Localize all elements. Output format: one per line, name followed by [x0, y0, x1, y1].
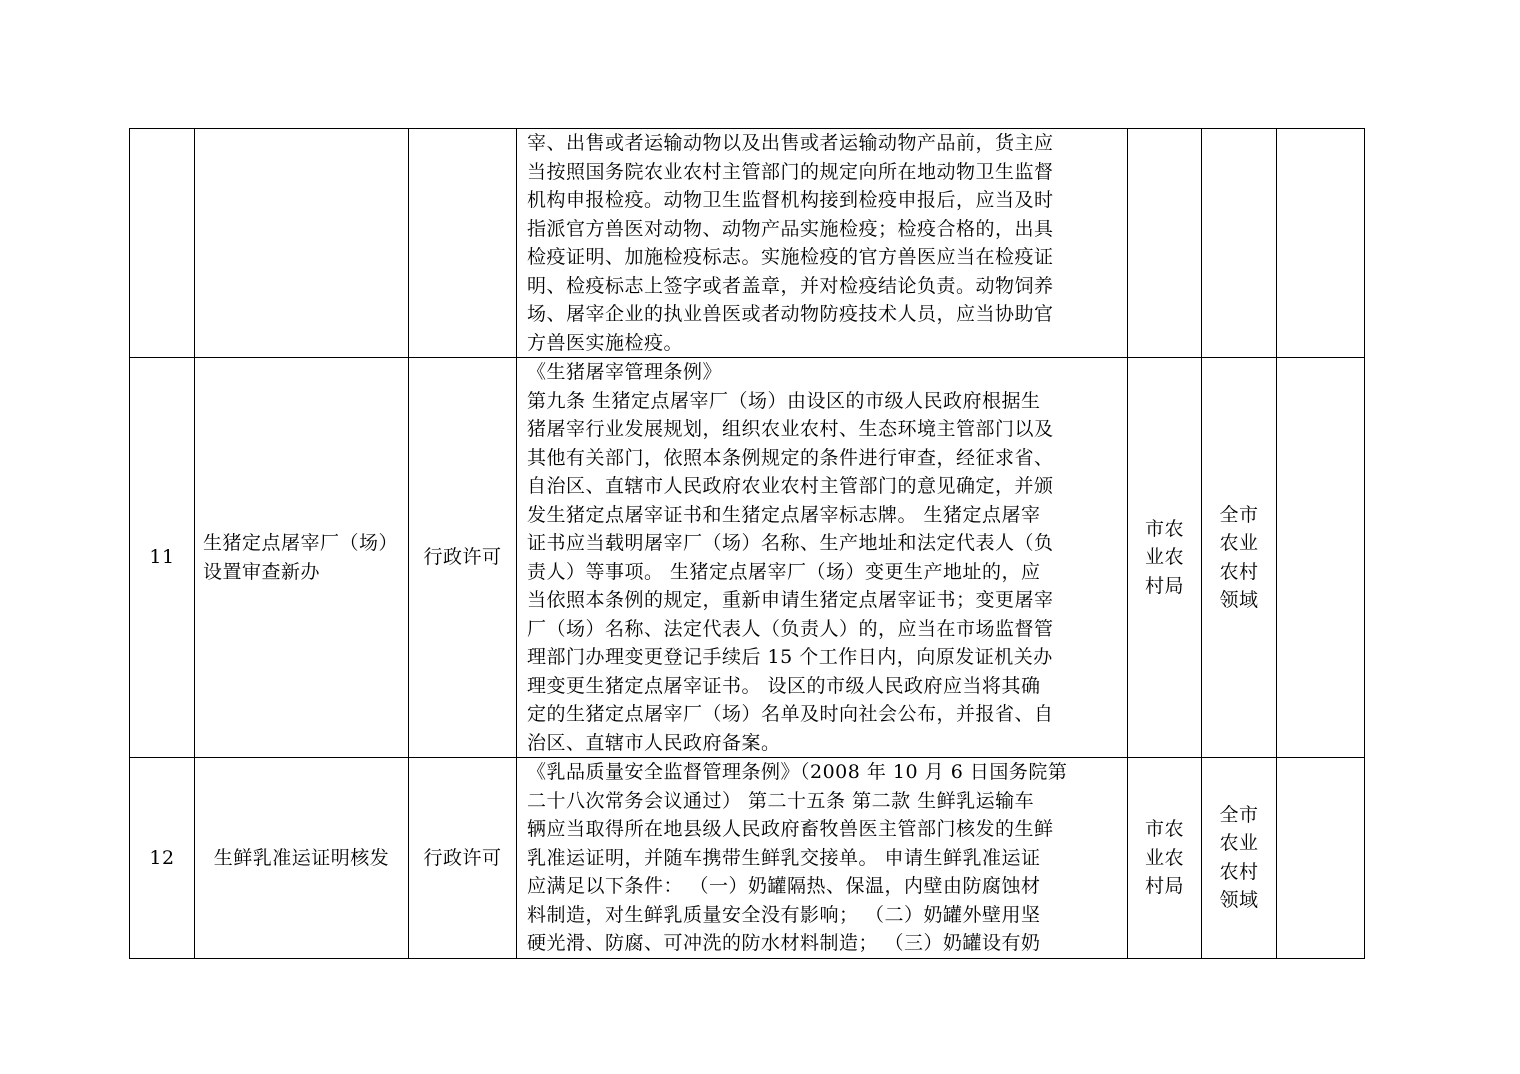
legal-basis-line: 乳准运证明，并随车携带生鲜乳交接单。 申请生鲜乳准运证	[527, 846, 1041, 869]
legal-basis-line: 自治区、直辖市人民政府农业农村主管部门的意见确定，并颁	[527, 475, 1054, 497]
legal-basis-line: 证书应当载明屠宰厂（场）名称、生产地址和法定代表人（负	[527, 532, 1054, 554]
department-cell: 市农业农村局	[1128, 758, 1202, 959]
remark-cell	[1277, 758, 1365, 959]
legal-basis-line: 硬光滑、防腐、可冲洗的防水材料制造； （三）奶罐设有奶	[527, 932, 1041, 954]
legal-basis-line: 《乳品质量安全监督管理条例》（2008 年 10 月 6 日国务院第	[527, 761, 1068, 783]
items-table	[129, 128, 1365, 959]
legal-basis-line: 明、检疫标志上签字或者盖章，并对检疫结论负责。动物饲养	[527, 274, 1054, 297]
item-name-cell: 生鲜乳准运证明核发	[195, 758, 409, 959]
scope-cell: 全市农业农村领域	[1202, 758, 1277, 959]
legal-basis-line: 料制造，对生鲜乳质量安全没有影响； （二）奶罐外壁用坚	[527, 903, 1041, 926]
item-name-cell: 生猪定点屠宰厂（场）设置审查新办	[195, 358, 409, 758]
legal-basis-line: 机构申报检疫。动物卫生监督机构接到检疫申报后，应当及时	[527, 189, 1054, 211]
scope-cell: 全市农业农村领域	[1202, 358, 1277, 758]
legal-basis-line: 其他有关部门，依照本条例规定的条件进行审查，经征求省、	[527, 446, 1054, 469]
legal-basis-line: 宰、出售或者运输动物以及出售或者运输动物产品前，货主应	[527, 132, 1054, 154]
department-cell	[1128, 129, 1202, 358]
table-row	[130, 129, 1365, 358]
remark-cell	[1277, 358, 1365, 758]
legal-basis-line: 场、屠宰企业的执业兽医或者动物防疫技术人员，应当协助官	[527, 303, 1054, 325]
legal-basis-line: 方兽医实施检疫。	[527, 331, 684, 354]
legal-basis-line: 应满足以下条件： （一）奶罐隔热、保温，内壁由防腐蚀材	[527, 875, 1041, 897]
legal-basis-line: 定的生猪定点屠宰厂（场）名单及时向社会公布，并报省、自	[527, 703, 1054, 725]
legal-basis-line: 厂（场）名称、法定代表人（负责人）的，应当在市场监督管	[527, 617, 1054, 640]
row-number-cell	[130, 129, 195, 358]
table-row	[130, 358, 1365, 758]
legal-basis-line: 理变更生猪定点屠宰证书。 设区的市级人民政府应当将其确	[527, 674, 1041, 697]
legal-basis-cell	[517, 758, 1128, 959]
legal-basis-line: 指派官方兽医对动物、动物产品实施检疫；检疫合格的，出具	[527, 217, 1054, 240]
legal-basis-line: 发生猪定点屠宰证书和生猪定点屠宰标志牌。 生猪定点屠宰	[527, 503, 1041, 526]
table-row	[130, 758, 1365, 959]
legal-basis-cell	[517, 129, 1128, 358]
legal-basis-line: 当依照本条例的规定，重新申请生猪定点屠宰证书；变更屠宰	[527, 589, 1054, 611]
item-name-cell	[195, 129, 409, 358]
item-type-cell: 行政许可	[409, 358, 517, 758]
row-number-cell: 12	[130, 758, 195, 959]
legal-basis-cell	[517, 358, 1128, 758]
legal-basis-line: 治区、直辖市人民政府备案。	[527, 731, 781, 754]
remark-cell	[1277, 129, 1365, 358]
legal-basis-line: 检疫证明、加施检疫标志。实施检疫的官方兽医应当在检疫证	[527, 246, 1054, 268]
legal-basis-line: 二十八次常务会议通过） 第二十五条 第二款 生鲜乳运输车	[527, 789, 1035, 812]
legal-basis-line: 辆应当取得所在地县级人民政府畜牧兽医主管部门核发的生鲜	[527, 818, 1054, 840]
item-type-cell	[409, 129, 517, 358]
row-number-cell: 11	[130, 358, 195, 758]
legal-basis-line: 责人）等事项。 生猪定点屠宰厂（场）变更生产地址的，应	[527, 560, 1041, 583]
legal-basis-line: 《生猪屠宰管理条例》	[527, 361, 723, 383]
scope-cell	[1202, 129, 1277, 358]
legal-basis-line: 理部门办理变更登记手续后 15 个工作日内，向原发证机关办	[527, 646, 1053, 668]
legal-basis-line: 第九条 生猪定点屠宰厂（场）由设区的市级人民政府根据生	[527, 389, 1041, 412]
item-type-cell: 行政许可	[409, 758, 517, 959]
department-cell: 市农业农村局	[1128, 358, 1202, 758]
legal-basis-line: 猪屠宰行业发展规划，组织农业农村、生态环境主管部门以及	[527, 418, 1054, 440]
legal-basis-line: 当按照国务院农业农村主管部门的规定向所在地动物卫生监督	[527, 160, 1054, 183]
